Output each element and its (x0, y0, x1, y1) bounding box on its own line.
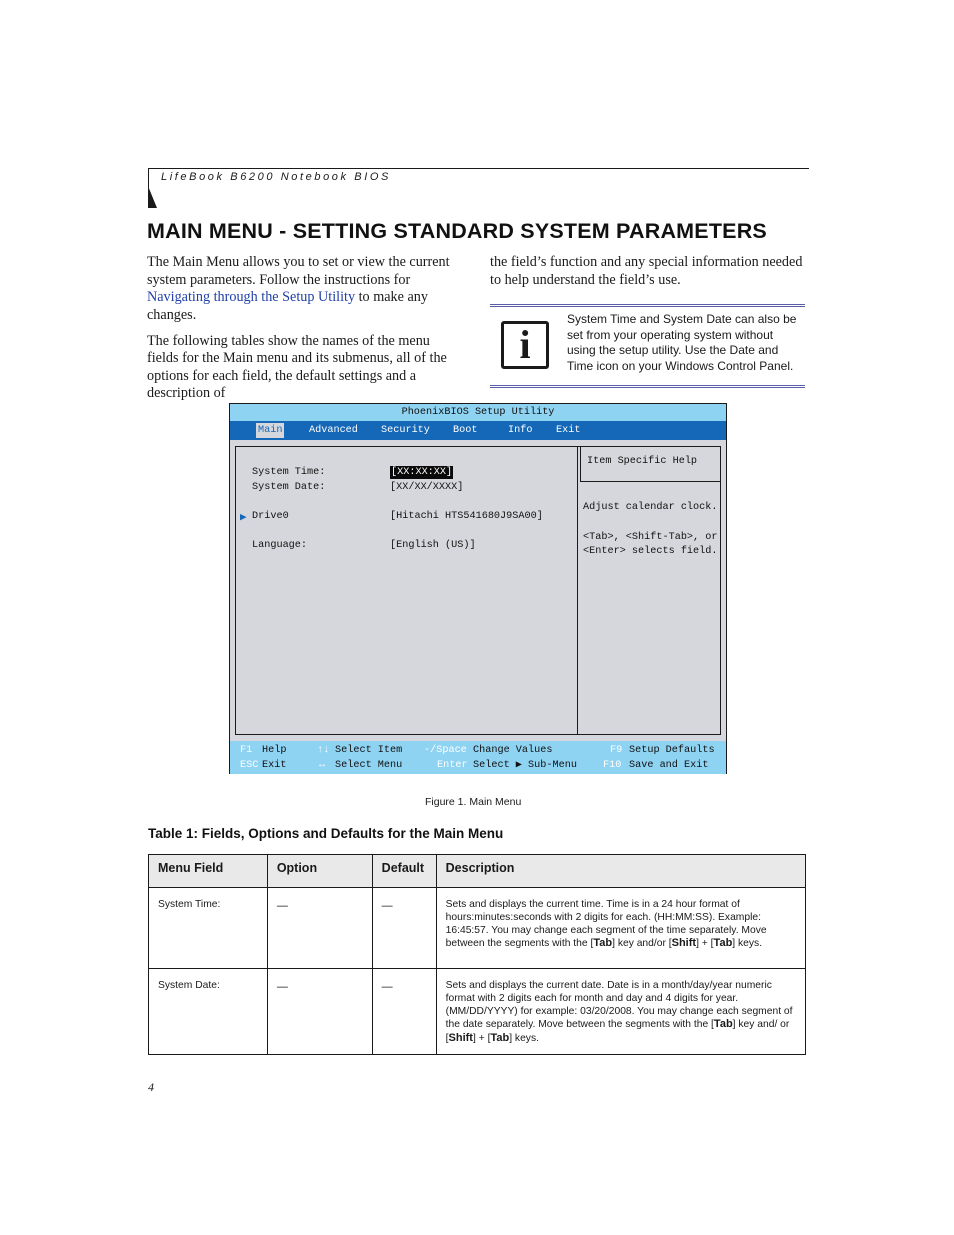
bios-menu-security[interactable]: Security (381, 425, 430, 436)
running-header (148, 168, 809, 210)
cell-description (436, 888, 805, 969)
bios-help-title: Item Specific Help (587, 456, 698, 467)
bios-drive0-value: [Hitachi HTS541680J9SA00] (390, 511, 543, 522)
running-header-title: LifeBook B6200 Notebook BIOS (161, 171, 391, 183)
key-shift: Shift (448, 1032, 473, 1045)
bios-drive0-item[interactable]: Drive0 (252, 511, 289, 522)
desc-text: ] keys. (509, 1033, 539, 1045)
bios-help-text: <Enter> selects field. (583, 546, 718, 557)
option-dash: — (276, 981, 288, 993)
header-menu-field: Menu Field (149, 855, 268, 888)
bios-help-text: Adjust calendar clock. (583, 502, 718, 513)
intro-paragraph-2: The following tables show the names of the menu fields for the Main menu and its submenus, all of the options for each field, the default settings and a description of (147, 332, 447, 401)
table-row (149, 969, 806, 1055)
bios-footer-bar (230, 741, 726, 774)
footer-exit: Exit (262, 760, 287, 771)
left-right-arrows-icon: ↔ (319, 760, 326, 771)
bios-system-time-value[interactable]: [XX:XX:XX] (391, 467, 453, 478)
bios-screenshot (229, 403, 727, 774)
bios-help-text: <Tab>, <Shift-Tab>, or (583, 532, 718, 543)
key-shift: Shift (671, 937, 697, 950)
cell-option (267, 888, 372, 969)
figure-caption: Figure 1. Main Menu (425, 796, 522, 808)
desc-text: ] key and/ or [ (445, 1019, 790, 1045)
default-dash: — (381, 900, 393, 912)
header-vertical-bar (148, 168, 149, 188)
header-default: Default (372, 855, 436, 888)
desc-text: Sets and displays the current date. Date is in a month/day/year numeric format with 2 digits each for month and day and 4 digits for year. (MM/DD/YYYY) for example: 03/20/2008. You may change each segment of the date separately. Move between the segments with the [ (445, 980, 793, 1031)
key-esc: ESC (240, 760, 259, 771)
bios-menu-exit[interactable]: Exit (556, 425, 581, 436)
default-dash: — (381, 981, 393, 993)
footer-select-menu: Select Menu (335, 760, 403, 771)
cell-description (436, 969, 805, 1055)
header-option: Option (267, 855, 372, 888)
intro-paragraph-1 (147, 254, 459, 324)
cell-menu-field: System Time: (149, 888, 268, 969)
table-header-row (149, 855, 806, 888)
footer-save-exit: Save and Exit (629, 760, 709, 771)
desc-text: ] + [ (472, 1033, 491, 1045)
footer-setup-defaults: Setup Defaults (629, 745, 715, 756)
bios-system-date-value[interactable]: [XX/XX/XXXX] (390, 482, 464, 493)
intro-right-column (490, 254, 808, 289)
key-f10: F10 (603, 760, 622, 771)
desc-text: ] key and/or [ (612, 938, 672, 950)
key-tab: Tab (593, 937, 613, 950)
bios-menu-main[interactable]: Main (258, 425, 283, 436)
section-title: MAIN MENU - SETTING STANDARD SYSTEM PARAMETERS (147, 219, 767, 243)
key-tab: Tab (713, 1018, 733, 1031)
cell-default (372, 969, 436, 1055)
desc-text: ] + [ (696, 938, 714, 950)
fields-table (148, 854, 806, 1055)
note-top-rule (490, 304, 805, 307)
setup-utility-link[interactable]: Navigating through the Setup Utility (147, 289, 356, 305)
bios-language-value[interactable]: [English (US)] (390, 540, 476, 551)
intro-text: to make any changes. (147, 289, 428, 323)
desc-text: ] keys. (732, 938, 763, 950)
header-description: Description (436, 855, 805, 888)
bios-title-bar: PhoenixBIOS Setup Utility (230, 404, 726, 421)
intro-paragraph-3: the field’s function and any special information needed to help understand the field’s use. (490, 254, 803, 288)
header-wedge (148, 186, 157, 208)
bios-field-label: Language: (252, 540, 308, 551)
note-bottom-rule (490, 385, 805, 388)
footer-help: Help (262, 745, 287, 756)
info-icon: i (501, 321, 549, 369)
intro-left-column (147, 254, 459, 411)
bios-field-label: System Date: (252, 482, 326, 493)
key-enter: Enter (437, 760, 468, 771)
bios-panel-divider (577, 446, 578, 735)
option-dash: — (276, 900, 288, 912)
up-down-arrows-icon: ↑↓ (317, 745, 330, 756)
key-f1: F1 (240, 745, 253, 756)
intro-text: The Main Menu allows you to set or view the current system parameters. Follow the instructions for (147, 254, 450, 288)
table-title: Table 1: Fields, Options and Defaults for the Main Menu (148, 826, 504, 841)
cell-menu-field: System Date: (149, 969, 268, 1055)
footer-select-submenu: Select ▶ Sub-Menu (473, 760, 577, 771)
footer-select-item: Select Item (335, 745, 403, 756)
bios-menu-bar (230, 421, 726, 440)
desc-text: Sets and displays the current time. Time is in a 24 hour format of hours:minutes:seconds with 2 digits for each. (HH:MM:SS). Example: 16:45:57. You may change each segment of the time separately. Move between the segments with the [ (445, 899, 767, 950)
page-number: 4 (148, 1080, 154, 1094)
submenu-arrow-icon: ▶ (240, 512, 247, 524)
table-row (149, 888, 806, 969)
bios-menu-boot[interactable]: Boot (453, 425, 478, 436)
info-note (490, 304, 805, 388)
cell-default (372, 888, 436, 969)
cell-option (267, 969, 372, 1055)
bios-menu-advanced[interactable]: Advanced (309, 425, 358, 436)
footer-change-values: Change Values (473, 745, 553, 756)
key-tab: Tab (713, 937, 733, 950)
bios-menu-info[interactable]: Info (508, 425, 533, 436)
key-f9: F9 (610, 745, 623, 756)
key-minus-space: -/Space (424, 745, 467, 756)
header-rule (148, 168, 809, 169)
bios-field-label: System Time: (252, 467, 326, 478)
note-text: System Time and System Date can also be set from your operating system without using the setup utility. Use the Date and Time icon on your Windows Control Panel. (567, 312, 797, 373)
key-tab: Tab (490, 1032, 510, 1045)
